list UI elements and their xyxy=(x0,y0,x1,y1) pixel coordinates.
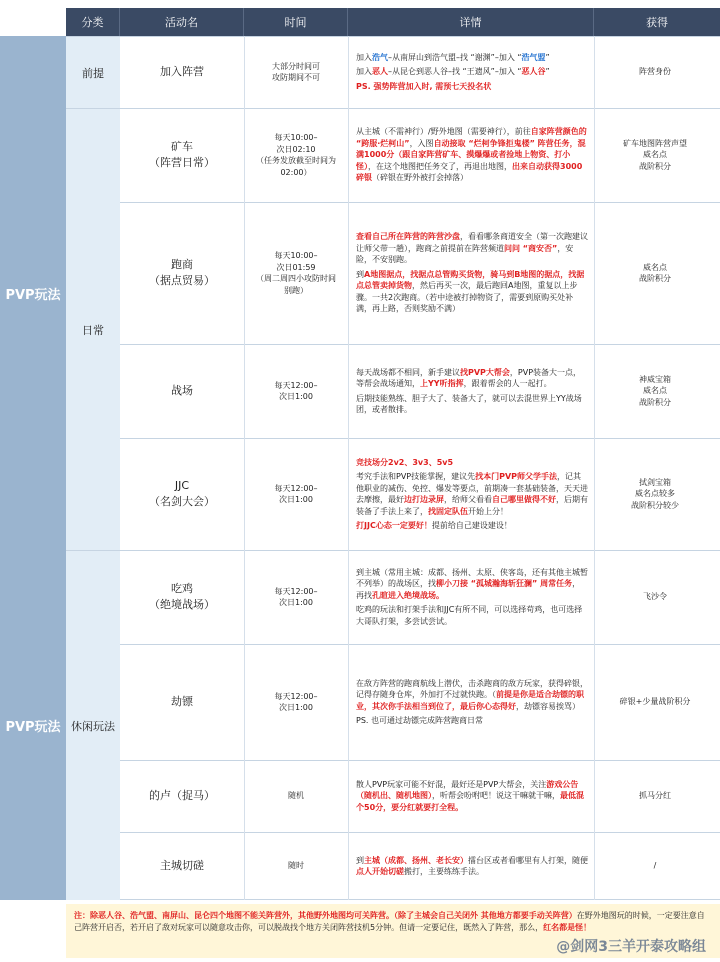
text-line: 威名点 xyxy=(643,262,667,272)
detail-segment: 加入 xyxy=(356,52,372,62)
detail-paragraph xyxy=(356,457,588,469)
activity-reward-jjc xyxy=(594,438,716,550)
activity-time-duel xyxy=(244,832,348,900)
detail-segment: ，看看哪条商道安全（第一次跑建议让师父带一趟），跑商之前提前在阵营频道 xyxy=(356,232,588,253)
detail-segment: –从南屏山到浩气盟–找 “谢渊”–加入 “ xyxy=(388,52,522,62)
text-line: 神威宝箱 xyxy=(639,374,671,384)
detail-segment: 打JJC心态一定要好！ xyxy=(356,521,432,530)
detail-segment: 主城（成都、扬州、老长安） xyxy=(364,855,468,865)
detail-paragraph xyxy=(356,231,588,266)
detail-segment: PS. 强势阵营加入时, 需预七天投名状 xyxy=(356,81,492,91)
detail-segment: 出来自动获得3000碎银 xyxy=(356,161,583,183)
detail-paragraph xyxy=(356,520,588,532)
text-line: 主城切磋 xyxy=(160,859,204,872)
activity-reward-mine xyxy=(594,108,716,202)
detail-segment: 注：除恶人谷、浩气盟、南屏山、昆仑四个地图不能关阵营外，其他野外地图均可关阵营。（除了主城会自己关闭外 其他地方都要手动关阵营） xyxy=(74,911,577,920)
text-line: 次日02:10 xyxy=(276,144,316,154)
activity-name-horse xyxy=(120,760,244,832)
text-line: 每天12:00– xyxy=(274,483,318,493)
detail-segment: ，劫镖容易挨骂） xyxy=(516,701,580,711)
detail-segment: ，再找 xyxy=(356,579,581,600)
detail-segment: 在敌方阵营的跑商航线上潜伏，击杀跑商的敌方玩家，获得碎银，记得存随身仓库，外加打不过就快跑。（ xyxy=(356,678,588,699)
text-line: 每天12:00– xyxy=(274,586,318,596)
text-line: 飞沙令 xyxy=(643,592,667,602)
activity-details-runner xyxy=(356,202,588,344)
text-line: 别跑） xyxy=(284,285,308,295)
activity-name-mine xyxy=(120,108,244,202)
activity-details-chicken xyxy=(356,550,588,644)
detail-segment: 恶人谷 xyxy=(521,67,546,77)
text-line: 矿车地图阵营声望 xyxy=(623,138,687,148)
activity-details-battlefield xyxy=(356,344,588,438)
detail-segment: 在野外地图玩的时候，一定要注意自己阵营开启否，若开启了敌对玩家可以随意攻击你，可以脱战找个地方关闭阵营技机5分钟。但请一定要记住，既然入了阵营，那么， xyxy=(74,911,705,932)
detail-segment: 孔暄进入绝境战场。 xyxy=(372,590,444,600)
activity-time-escort xyxy=(244,644,348,760)
activity-name-runner xyxy=(120,202,244,344)
activity-reward-battlefield xyxy=(594,344,716,438)
detail-paragraph xyxy=(356,855,588,878)
text-line: 每天12:00– xyxy=(274,691,318,701)
subcategory-leisure: 休闲玩法 xyxy=(66,550,120,900)
detail-paragraph xyxy=(356,604,588,627)
detail-paragraph xyxy=(356,779,588,814)
activity-reward-duel xyxy=(594,832,716,900)
text-line: 阵营身份 xyxy=(639,67,671,77)
text-line: 02:00） xyxy=(280,167,312,177)
text-line: 每天12:00– xyxy=(274,380,318,390)
text-line: 每天10:00– xyxy=(274,133,318,142)
text-line: 战阶积分较少 xyxy=(631,500,679,510)
detail-segment: A地图据点，找据点总管购买货物，骑马到B地图的据点，找据点总管卖掉货物 xyxy=(356,269,585,291)
detail-paragraph xyxy=(356,715,588,727)
activity-details-duel xyxy=(356,832,588,900)
text-line: （阵营日常） xyxy=(149,156,215,169)
watermark: @剑网3三羊开泰攻略组 xyxy=(556,939,706,955)
detail-paragraph xyxy=(356,81,588,93)
text-line: 威名点较多 xyxy=(635,489,675,499)
text-line: 次日01:59 xyxy=(276,262,316,272)
activity-name-join xyxy=(120,36,244,108)
category-pvp-bottom: PVP玩法 xyxy=(0,550,66,900)
detail-segment: 到主城（常用主城：成都、扬州、太原、侠客岛，还有其他主城暂不列举）的战场区，找 xyxy=(356,567,588,589)
activity-time-runner xyxy=(244,202,348,344)
text-line: 的卢（捉马） xyxy=(149,789,215,802)
text-line: 抓马分红 xyxy=(639,791,671,801)
activity-name-duel xyxy=(120,832,244,900)
text-line: 随时 xyxy=(288,861,304,871)
text-line: 每天10:00– xyxy=(274,251,318,260)
text-line: 战阶积分 xyxy=(639,274,671,283)
detail-paragraph xyxy=(356,393,588,416)
text-line: 随机 xyxy=(288,791,304,801)
text-line: 拭剑宝箱 xyxy=(639,477,671,487)
header-category: 分类 xyxy=(66,8,120,36)
detail-segment: –从昆仑到恶人谷–找 “王遗风”–加入 “ xyxy=(388,67,522,77)
detail-segment: ，入图 xyxy=(409,138,434,148)
text-line: JJC xyxy=(174,479,190,492)
detail-paragraph xyxy=(356,66,588,78)
activity-time-join xyxy=(244,36,348,108)
detail-segment: 考究手法和PVP技能掌握，建议先 xyxy=(356,472,476,481)
detail-segment: 自动接取 “烂柯争锋拒鬼楼” 阵营任务，混满1000分（跟自家阵营矿车、摸爆爆或者捡地上物资、打小怪） xyxy=(356,138,586,171)
text-line: 次日1:00 xyxy=(279,703,313,712)
activity-name-battlefield xyxy=(120,344,244,438)
detail-paragraph xyxy=(356,126,588,184)
detail-segment: 浩气 xyxy=(372,52,388,62)
detail-segment: 浩气盟 xyxy=(521,52,546,62)
activity-name-escort xyxy=(120,644,244,760)
detail-paragraph xyxy=(356,471,588,517)
text-line: 吃鸡 xyxy=(171,582,193,595)
activity-time-horse xyxy=(244,760,348,832)
divider-2 xyxy=(348,36,349,900)
detail-segment: 加入 xyxy=(356,67,372,77)
detail-segment: ，在这个地图把任务交了，再退出地图， xyxy=(368,161,512,171)
detail-segment: 每天战场都不相同，新手建议 xyxy=(356,367,460,377)
text-line: 攻防期间不可 xyxy=(272,73,320,82)
detail-segment: ” xyxy=(545,52,550,62)
activity-reward-horse xyxy=(594,760,716,832)
text-line: 碎银+少量战阶积分 xyxy=(619,697,691,707)
text-line: 威名点 xyxy=(643,150,667,160)
text-line: （据点贸易） xyxy=(149,274,215,287)
subcategory-prereq: 前提 xyxy=(66,36,120,108)
text-line: 矿车 xyxy=(171,140,193,153)
detail-segment: 边打边录屏 xyxy=(404,495,444,504)
detail-segment: 散人PVP玩家可能不好混，最好还是PVP大帮会，关注 xyxy=(356,779,547,789)
detail-segment: 找固定队伍 xyxy=(428,506,468,516)
detail-segment: 找本门PVP师父学手法 xyxy=(475,472,558,481)
activity-reward-escort xyxy=(594,644,716,760)
detail-segment: ，然后再买一次，最后跑回A地图，重复以上步骤。一共2次跑商。（若中途被打掉物资了，需要到原购买处补满，再上路，否则奖励不满） xyxy=(356,281,578,314)
detail-paragraph xyxy=(74,910,712,934)
detail-segment: ，记其他职业的减伤、免控、爆发等要点，前期凑一套基础装备，天天进去摩擦，最好 xyxy=(356,472,588,504)
text-line: 次日1:00 xyxy=(279,495,313,504)
detail-segment: （碎银在野外被打会掉落） xyxy=(372,173,468,183)
detail-segment: ，跟着帮会的人一起打。 xyxy=(463,379,552,388)
detail-segment: 开始上分！ xyxy=(468,506,508,516)
activity-details-escort xyxy=(356,644,588,760)
text-line: / xyxy=(653,861,657,871)
detail-segment: 吃鸡的玩法和打架手法和JJC有所不同，可以选择苟鸡，也可选择大哥队打架，多尝试尝试。 xyxy=(356,605,583,626)
detail-segment: ，PVP装备大一点，等帮会战场通知， xyxy=(356,367,582,388)
text-line: 跑商 xyxy=(171,258,193,271)
text-line: （绝境战场） xyxy=(149,598,215,611)
activity-reward-join xyxy=(594,36,716,108)
activity-reward-runner xyxy=(594,202,716,344)
text-line: 大部分时间可 xyxy=(272,61,320,71)
detail-segment: ，给师父看看 xyxy=(444,495,492,504)
detail-segment: 游戏公告（随机出、随机地图） xyxy=(356,779,579,801)
category-pvp-top: PVP玩法 xyxy=(0,36,66,550)
detail-segment: 点人开始切磋 xyxy=(356,867,404,876)
activity-details-jjc xyxy=(356,438,588,550)
activity-details-horse xyxy=(356,760,588,832)
text-line: （名剑大会） xyxy=(149,495,215,508)
activity-time-mine xyxy=(244,108,348,202)
detail-segment: 自己哪里做得不好 xyxy=(492,495,556,504)
activity-reward-chicken xyxy=(594,550,716,644)
text-line: 威名点 xyxy=(643,386,667,396)
header-time: 时间 xyxy=(244,8,348,36)
detail-paragraph xyxy=(356,567,588,602)
detail-paragraph xyxy=(356,367,588,390)
detail-segment: 柳小刀接 “孤城瀚海斩狂澜” 周常任务 xyxy=(436,579,573,589)
detail-segment: 提前给自己建设建设！ xyxy=(431,521,512,530)
detail-segment: ，后期有装备了手法上来了， xyxy=(356,495,588,516)
text-line: 次日1:00 xyxy=(279,392,313,401)
detail-segment: 到 xyxy=(356,855,364,865)
detail-paragraph xyxy=(356,269,588,315)
detail-segment: 上YY听指挥 xyxy=(420,379,464,388)
detail-segment: 从主城（不需神行）/野外地图（需要神行），前往 xyxy=(356,127,531,137)
detail-segment: 问问 “商安否” xyxy=(504,243,558,253)
activity-details-join xyxy=(356,36,588,108)
text-line: 战阶积分 xyxy=(639,161,671,171)
text-line: 战场 xyxy=(171,384,193,397)
detail-segment: 恶人 xyxy=(372,67,388,77)
detail-segment: 自家阵营颜色的 “跨服·烂柯山” xyxy=(356,127,587,148)
header-activity: 活动名 xyxy=(120,8,244,36)
text-line: （周二周四小攻防时间 xyxy=(256,274,336,283)
detail-segment: 搬打，主要练练手法。 xyxy=(404,867,484,876)
detail-segment: PS. 也可通过劫镖完成阵营跑商日常 xyxy=(356,716,483,725)
activity-time-chicken xyxy=(244,550,348,644)
detail-segment: 后期技能熟练、胆子大了、装备大了，就可以去混世界上YY战场团，或者散排。 xyxy=(356,393,582,414)
detail-segment: ” xyxy=(545,67,550,77)
text-line: 战阶积分 xyxy=(639,397,671,407)
text-line: 加入阵营 xyxy=(160,65,204,78)
detail-segment: 前提是你是适合劫镖的职业，其次你手法相当到位了，最后你心态得好 xyxy=(356,690,584,711)
detail-segment: 找PVP大帮会 xyxy=(460,367,510,377)
header-reward: 获得 xyxy=(594,8,720,36)
activity-details-mine xyxy=(356,108,588,202)
subcategory-daily: 日常 xyxy=(66,108,120,550)
detail-paragraph xyxy=(356,678,588,713)
detail-segment: 最低混个50分，要分红就要打全程。 xyxy=(356,791,584,812)
detail-segment: ，听帮会吩咐吧！说这干嘛就干嘛， xyxy=(432,791,560,801)
detail-segment: 查看自己所在阵营的阵营沙盘 xyxy=(356,232,460,242)
detail-segment: 擂台区或者看哪里有人打架，随便 xyxy=(468,855,588,865)
detail-paragraph xyxy=(356,52,588,64)
activity-time-battlefield xyxy=(244,344,348,438)
detail-segment: 红名都是怪！ xyxy=(543,923,592,932)
text-line: 次日1:00 xyxy=(279,598,313,607)
detail-segment: 到 xyxy=(356,269,364,279)
header-details: 详情 xyxy=(348,8,594,36)
activity-name-chicken xyxy=(120,550,244,644)
detail-segment: 竞技场分2v2、3v3、5v5 xyxy=(356,457,454,467)
text-line: （任务发放截至时间为 xyxy=(256,156,336,165)
text-line: 劫镖 xyxy=(171,695,193,708)
activity-time-jjc xyxy=(244,438,348,550)
activity-name-jjc xyxy=(120,438,244,550)
detail-segment: ，安险，不安别跑。 xyxy=(356,243,574,265)
